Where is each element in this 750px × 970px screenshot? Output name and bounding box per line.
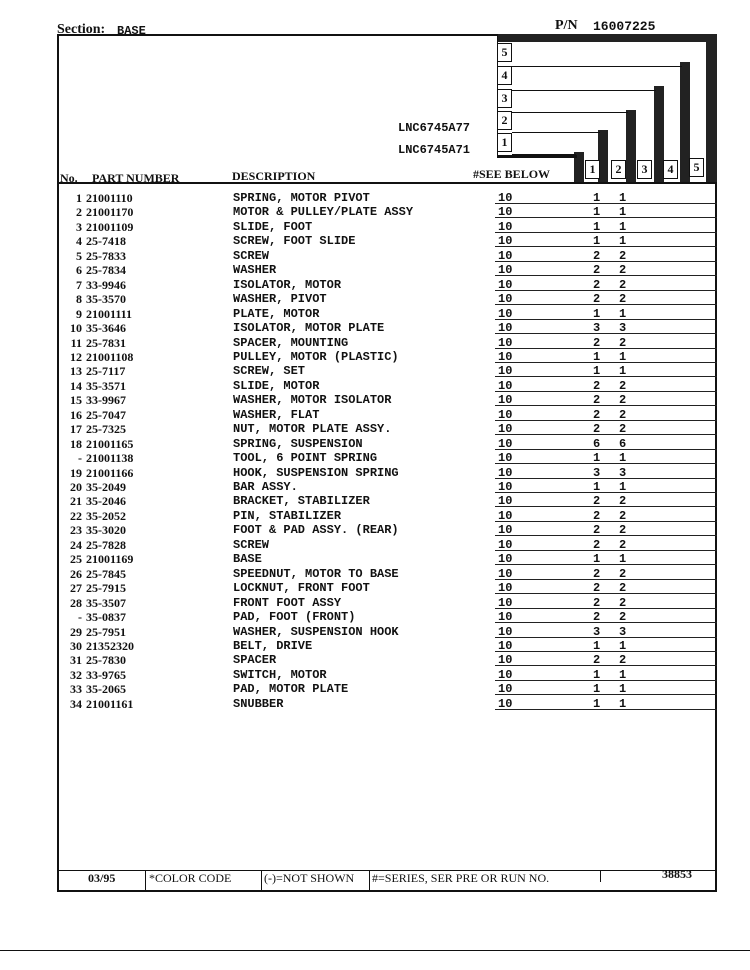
row-qty-col1: 2	[593, 393, 601, 408]
row-see-below: 10	[498, 407, 513, 422]
row-part-number: 25-7047	[86, 407, 126, 422]
row-part-number: 35-3020	[86, 523, 126, 538]
row-description: SLIDE, FOOT	[233, 219, 313, 234]
row-number: 24	[70, 537, 82, 552]
row-number: 7	[76, 277, 82, 292]
row-qty-col2: 2	[619, 292, 627, 307]
row-description: SWITCH, MOTOR	[233, 667, 327, 682]
row-number: -	[78, 451, 82, 466]
row-qty-col1: 1	[593, 682, 601, 697]
pn-label: P/N	[555, 18, 578, 33]
row-qty-col1: 2	[593, 407, 601, 422]
row-see-below: 10	[498, 191, 513, 205]
row-number: 27	[70, 581, 82, 596]
row-number: 6	[76, 263, 82, 278]
row-number: 16	[70, 407, 82, 422]
row-description: WASHER, MOTOR ISOLATOR	[233, 393, 392, 408]
stair-box-2: 2	[497, 111, 512, 130]
row-number: 25	[70, 552, 82, 567]
row-see-below: 10	[498, 234, 513, 249]
row-description: WASHER, PIVOT	[233, 292, 327, 307]
row-number: 5	[76, 248, 82, 263]
row-rule	[495, 622, 717, 623]
row-see-below: 10	[498, 219, 513, 234]
row-number: 9	[76, 306, 82, 321]
row-number: 8	[76, 292, 82, 307]
row-qty-col2: 2	[619, 378, 627, 393]
row-rule	[495, 694, 717, 695]
row-qty-col2: 1	[619, 306, 627, 321]
row-number: 30	[70, 638, 82, 653]
row-qty-col2: 3	[619, 624, 627, 639]
row-description: SPACER, MOUNTING	[233, 335, 349, 350]
row-number: 13	[70, 364, 82, 379]
row-part-number: 25-7833	[86, 248, 126, 263]
footer-divider-2	[261, 870, 262, 890]
row-description: WASHER, FLAT	[233, 407, 320, 422]
row-description: HOOK, SUSPENSION SPRING	[233, 465, 399, 480]
row-description: PIN, STABILIZER	[233, 508, 342, 523]
row-see-below: 10	[498, 610, 513, 625]
row-number: 33	[70, 682, 82, 697]
row-rule	[495, 246, 717, 247]
row-qty-col1: 1	[593, 191, 601, 205]
row-qty-col2: 1	[619, 191, 627, 205]
row-qty-col2: 2	[619, 653, 627, 668]
footer-divider-1	[145, 870, 146, 890]
row-part-number: 33-9946	[86, 277, 126, 292]
row-number: 12	[70, 349, 82, 364]
row-part-number: 35-2052	[86, 508, 126, 523]
row-part-number: 25-7418	[86, 234, 126, 249]
row-part-number: 21001169	[86, 552, 134, 567]
row-rule	[495, 492, 717, 493]
row-qty-col2: 1	[619, 667, 627, 682]
row-qty-col2: 2	[619, 422, 627, 437]
row-see-below: 10	[498, 552, 513, 567]
row-qty-col1: 1	[593, 349, 601, 364]
row-description: ISOLATOR, MOTOR PLATE	[233, 321, 385, 336]
row-qty-col1: 2	[593, 581, 601, 596]
row-qty-col1: 2	[593, 537, 601, 552]
row-qty-col2: 2	[619, 566, 627, 581]
row-qty-col1: 1	[593, 306, 601, 321]
row-qty-col1: 1	[593, 667, 601, 682]
row-qty-col2: 2	[619, 335, 627, 350]
row-qty-col2: 2	[619, 523, 627, 538]
row-description: SCREW, SET	[233, 364, 306, 379]
row-part-number: 35-3646	[86, 321, 126, 336]
row-rule	[495, 261, 717, 262]
row-rule	[495, 405, 717, 406]
row-qty-col1: 1	[593, 480, 601, 494]
row-qty-col2: 1	[619, 638, 627, 653]
row-description: WASHER	[233, 263, 277, 278]
row-number: 17	[70, 422, 82, 437]
col-see-below: #SEE BELOW	[473, 167, 551, 181]
row-qty-col2: 2	[619, 508, 627, 523]
row-description: SPRING, MOTOR PIVOT	[233, 191, 370, 205]
row-part-number: 21001170	[86, 205, 134, 220]
row-description: BAR ASSY.	[233, 480, 298, 494]
row-rule	[495, 593, 717, 594]
stair-box-3: 3	[497, 89, 512, 108]
row-qty-col2: 1	[619, 349, 627, 364]
row-rule	[495, 217, 717, 218]
footer-series: #=SERIES, SER PRE OR RUN NO.	[372, 871, 550, 885]
row-number: 2	[76, 205, 82, 220]
row-number: 22	[70, 508, 82, 523]
row-rule	[495, 391, 717, 392]
row-qty-col2: 2	[619, 277, 627, 292]
row-see-below: 10	[498, 682, 513, 697]
row-description: SCREW	[233, 248, 270, 263]
row-part-number: 21001111	[86, 306, 133, 321]
section-value: BASE	[117, 24, 146, 38]
row-description: SPEEDNUT, MOTOR TO BASE	[233, 566, 399, 581]
row-rule	[495, 376, 717, 377]
row-rule	[495, 463, 717, 464]
row-qty-col2: 2	[619, 610, 627, 625]
row-number: 4	[76, 234, 82, 249]
row-number: 32	[70, 667, 82, 682]
row-part-number: 21352320	[86, 638, 134, 653]
row-see-below: 10	[498, 378, 513, 393]
col-part-number: PART NUMBER	[92, 171, 180, 185]
row-part-number: 35-0837	[86, 610, 126, 625]
row-see-below: 10	[498, 349, 513, 364]
pn-value: 16007225	[593, 19, 656, 34]
row-see-below: 10	[498, 436, 513, 451]
row-description: FRONT FOOT ASSY	[233, 595, 342, 610]
stair-box-1: 1	[497, 133, 512, 152]
row-qty-col2: 1	[619, 364, 627, 379]
row-part-number: 35-2046	[86, 494, 126, 509]
row-qty-col1: 2	[593, 494, 601, 509]
row-qty-col1: 1	[593, 552, 601, 567]
row-qty-col2: 2	[619, 494, 627, 509]
row-number: 31	[70, 653, 82, 668]
row-see-below: 10	[498, 451, 513, 466]
row-part-number: 21001108	[86, 349, 134, 364]
row-qty-col2: 2	[619, 263, 627, 278]
row-part-number: 25-7834	[86, 263, 126, 278]
section-label: Section:	[57, 22, 106, 37]
row-qty-col2: 1	[619, 552, 627, 567]
row-number: 26	[70, 566, 82, 581]
footer-color-code: *COLOR CODE	[149, 871, 232, 885]
row-rule	[495, 203, 717, 204]
row-description: FOOT & PAD ASSY. (REAR)	[233, 523, 399, 538]
row-part-number: 21001166	[86, 465, 134, 480]
row-see-below: 10	[498, 480, 513, 494]
row-see-below: 10	[498, 292, 513, 307]
row-description: SPRING, SUSPENSION	[233, 436, 363, 451]
row-rule	[495, 333, 717, 334]
row-part-number: 25-7845	[86, 566, 126, 581]
row-part-number: 33-9967	[86, 393, 126, 408]
row-qty-col1: 3	[593, 624, 601, 639]
col-no: No.	[60, 171, 78, 185]
row-qty-col2: 2	[619, 248, 627, 263]
row-rule	[495, 709, 717, 710]
row-see-below: 10	[498, 321, 513, 336]
row-part-number: 25-7831	[86, 335, 126, 350]
row-part-number: 35-2049	[86, 480, 126, 494]
row-qty-col2: 1	[619, 696, 627, 711]
row-qty-col1: 2	[593, 508, 601, 523]
row-rule	[495, 420, 717, 421]
row-rule	[495, 521, 717, 522]
row-rule	[495, 232, 717, 233]
row-number: 10	[70, 321, 82, 336]
row-number: 11	[70, 335, 82, 350]
row-qty-col1: 2	[593, 248, 601, 263]
stair-box-5: 5	[497, 43, 512, 62]
row-part-number: 35-3507	[86, 595, 126, 610]
row-qty-col1: 2	[593, 595, 601, 610]
row-qty-col2: 3	[619, 465, 627, 480]
row-qty-col2: 6	[619, 436, 627, 451]
row-see-below: 10	[498, 696, 513, 711]
col-num-4: 4	[663, 160, 678, 179]
row-number: 21	[70, 494, 82, 509]
row-see-below: 10	[498, 667, 513, 682]
row-rule	[495, 362, 717, 363]
row-number: 15	[70, 393, 82, 408]
row-qty-col1: 1	[593, 638, 601, 653]
row-see-below: 10	[498, 465, 513, 480]
row-qty-col1: 3	[593, 321, 601, 336]
row-qty-col2: 2	[619, 393, 627, 408]
row-see-below: 10	[498, 508, 513, 523]
row-qty-col1: 2	[593, 610, 601, 625]
row-part-number: 33-9765	[86, 667, 126, 682]
col-num-1: 1	[585, 160, 600, 179]
row-rule	[495, 275, 717, 276]
row-qty-col1: 2	[593, 292, 601, 307]
row-description: PAD, MOTOR PLATE	[233, 682, 349, 697]
footer-date: 03/95	[88, 871, 116, 885]
row-see-below: 10	[498, 277, 513, 292]
row-rule	[495, 478, 717, 479]
footer-page-code: 38853	[662, 867, 692, 881]
row-rule	[495, 579, 717, 580]
row-qty-col2: 1	[619, 205, 627, 220]
row-qty-col1: 1	[593, 364, 601, 379]
row-see-below: 10	[498, 638, 513, 653]
row-qty-col2: 2	[619, 537, 627, 552]
row-description: SPACER	[233, 653, 277, 668]
row-part-number: 21001165	[86, 436, 134, 451]
row-qty-col2: 1	[619, 682, 627, 697]
row-rule	[495, 535, 717, 536]
row-description: LOCKNUT, FRONT FOOT	[233, 581, 370, 596]
row-part-number: 35-3571	[86, 378, 126, 393]
row-number: 14	[70, 378, 82, 393]
row-number: 3	[76, 219, 82, 234]
row-number: -	[78, 610, 82, 625]
row-qty-col2: 1	[619, 480, 627, 494]
row-description: SCREW	[233, 537, 270, 552]
row-see-below: 10	[498, 263, 513, 278]
row-rule	[495, 348, 717, 349]
row-description: PLATE, MOTOR	[233, 306, 320, 321]
row-see-below: 10	[498, 393, 513, 408]
row-qty-col2: 1	[619, 451, 627, 466]
row-rule	[495, 680, 717, 681]
row-description: PULLEY, MOTOR (PLASTIC)	[233, 349, 399, 364]
row-number: 1	[76, 191, 82, 205]
row-see-below: 10	[498, 566, 513, 581]
row-number: 34	[70, 696, 82, 711]
row-see-below: 10	[498, 595, 513, 610]
row-qty-col2: 1	[619, 234, 627, 249]
row-rule	[495, 319, 717, 320]
model-a71: LNC6745A71	[398, 143, 471, 157]
row-see-below: 10	[498, 581, 513, 596]
row-part-number: 25-7828	[86, 537, 126, 552]
row-number: 20	[70, 480, 82, 494]
row-see-below: 10	[498, 205, 513, 220]
stair-box-4: 4	[497, 66, 512, 85]
row-number: 28	[70, 595, 82, 610]
row-see-below: 10	[498, 537, 513, 552]
row-qty-col1: 1	[593, 234, 601, 249]
row-part-number: 25-7117	[86, 364, 126, 379]
footer-divider-4	[600, 870, 601, 882]
row-number: 29	[70, 624, 82, 639]
row-see-below: 10	[498, 248, 513, 263]
row-see-below: 10	[498, 306, 513, 321]
row-rule	[495, 290, 717, 291]
row-qty-col1: 2	[593, 263, 601, 278]
row-qty-col1: 2	[593, 335, 601, 350]
row-part-number: 25-7951	[86, 624, 126, 639]
row-rule	[495, 651, 717, 652]
row-rule	[495, 550, 717, 551]
row-qty-col1: 1	[593, 205, 601, 220]
row-qty-col1: 6	[593, 436, 601, 451]
col-description: DESCRIPTION	[232, 169, 316, 183]
row-qty-col2: 1	[619, 219, 627, 234]
row-qty-col1: 1	[593, 696, 601, 711]
row-part-number: 21001138	[86, 451, 134, 466]
row-description: SLIDE, MOTOR	[233, 378, 320, 393]
row-see-below: 10	[498, 624, 513, 639]
col-num-5: 5	[689, 158, 704, 177]
footer-divider-3	[369, 870, 370, 890]
row-qty-col2: 2	[619, 407, 627, 422]
row-part-number: 35-2065	[86, 682, 126, 697]
row-qty-col1: 2	[593, 523, 601, 538]
row-rule	[495, 564, 717, 565]
row-qty-col1: 1	[593, 451, 601, 466]
page-bottom-rule	[0, 950, 750, 951]
row-description: ISOLATOR, MOTOR	[233, 277, 342, 292]
model-a77: LNC6745A77	[398, 121, 471, 135]
row-part-number: 21001109	[86, 219, 134, 234]
row-qty-col1: 1	[593, 219, 601, 234]
row-description: BASE	[233, 552, 262, 567]
row-see-below: 10	[498, 653, 513, 668]
row-description: MOTOR & PULLEY/PLATE ASSY	[233, 205, 414, 220]
row-part-number: 25-7915	[86, 581, 126, 596]
col-num-3: 3	[637, 160, 652, 179]
row-description: BELT, DRIVE	[233, 638, 313, 653]
col-num-2: 2	[611, 160, 626, 179]
row-rule	[495, 304, 717, 305]
row-qty-col2: 2	[619, 581, 627, 596]
row-description: SNUBBER	[233, 696, 284, 711]
row-see-below: 10	[498, 364, 513, 379]
row-number: 18	[70, 436, 82, 451]
row-qty-col1: 2	[593, 277, 601, 292]
row-qty-col2: 2	[619, 595, 627, 610]
footer-not-shown: (-)=NOT SHOWN	[264, 871, 355, 885]
row-description: BRACKET, STABILIZER	[233, 494, 370, 509]
row-rule	[495, 608, 717, 609]
row-part-number: 25-7325	[86, 422, 126, 437]
row-see-below: 10	[498, 335, 513, 350]
row-qty-col1: 2	[593, 378, 601, 393]
row-see-below: 10	[498, 494, 513, 509]
row-part-number: 21001110	[86, 191, 133, 205]
row-see-below: 10	[498, 422, 513, 437]
row-description: PAD, FOOT (FRONT)	[233, 610, 356, 625]
row-qty-col2: 3	[619, 321, 627, 336]
row-qty-col1: 3	[593, 465, 601, 480]
row-number: 23	[70, 523, 82, 538]
row-rule	[495, 665, 717, 666]
row-part-number: 21001161	[86, 696, 134, 711]
row-rule	[495, 506, 717, 507]
row-description: TOOL, 6 POINT SPRING	[233, 451, 378, 466]
row-description: SCREW, FOOT SLIDE	[233, 234, 356, 249]
row-description: WASHER, SUSPENSION HOOK	[233, 624, 399, 639]
row-part-number: 25-7830	[86, 653, 126, 668]
row-qty-col1: 2	[593, 422, 601, 437]
row-rule	[495, 449, 717, 450]
row-qty-col1: 2	[593, 653, 601, 668]
row-number: 19	[70, 465, 82, 480]
row-description: NUT, MOTOR PLATE ASSY.	[233, 422, 392, 437]
row-qty-col1: 2	[593, 566, 601, 581]
row-see-below: 10	[498, 523, 513, 538]
row-rule	[495, 434, 717, 435]
row-rule	[495, 637, 717, 638]
row-part-number: 35-3570	[86, 292, 126, 307]
